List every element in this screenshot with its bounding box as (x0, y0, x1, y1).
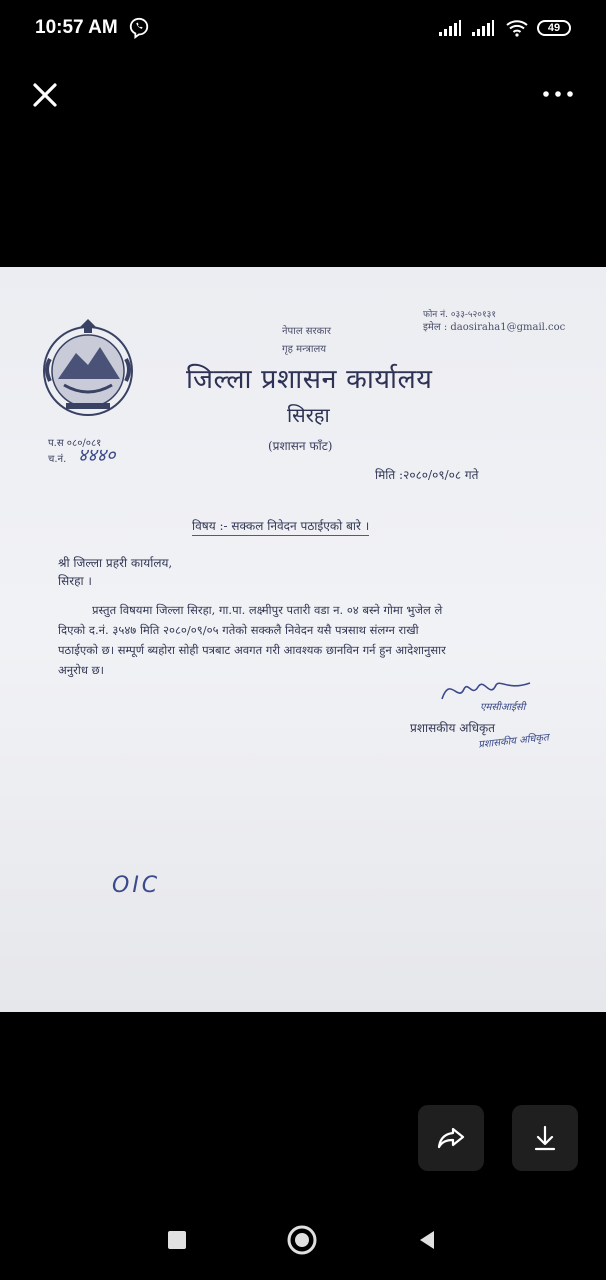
download-icon (530, 1123, 560, 1153)
signature-note: एमसीआईसी (480, 702, 526, 713)
addressee-line-2: सिरहा । (58, 574, 92, 588)
back-icon (416, 1229, 438, 1251)
body-line: दिएको द.नं. ३५४७ मिति २०८०/०९/०५ गतेको सक्कलै निवेदन यसै पत्रसाथ संलग्न राखी (58, 623, 419, 637)
more-options-button[interactable] (538, 82, 578, 106)
reference-number: ४४४० (78, 445, 116, 466)
share-icon (436, 1123, 466, 1153)
battery-level: 49 (547, 22, 561, 34)
section-name: (प्रशासन फाँट) (268, 439, 333, 453)
more-icon (543, 91, 573, 97)
home-icon (286, 1224, 318, 1256)
office-title: जिल्ला प्रशासन कार्यालय (186, 364, 433, 395)
signal-icon (439, 20, 461, 36)
body-line: प्रस्तुत विषयमा जिल्ला सिरहा, गा.पा. लक्ष्मीपुर पतारी वडा न. ०४ बस्ने गोमा भुजेल ले (92, 603, 443, 617)
close-icon (35, 85, 55, 105)
handwritten-mark: OIC (112, 873, 161, 898)
close-button[interactable] (28, 78, 62, 112)
status-time: 10:57 AM (35, 17, 118, 38)
letter-date: मिति :२०८०/०९/०८ गते (375, 468, 479, 482)
body-line: पठाईएको छ। सम्पूर्ण ब्यहोरा सोही पत्रबाट अवगत गरी आवश्यक छानविन गर्न हुन आदेशानुसार (58, 643, 446, 657)
ministry-line: गृह मन्त्रालय (282, 344, 327, 355)
viber-icon (128, 17, 150, 39)
letter-subject: विषय :- सक्कल निवेदन पठाईएको बारे । (192, 517, 369, 536)
signer-title: प्रशासकीय अधिकृत (410, 721, 496, 735)
back-button[interactable] (410, 1223, 444, 1257)
reference-label: च.नं. (48, 454, 67, 465)
office-email: इमेल : daosiraha1@gmail.coc (423, 322, 566, 333)
signal-icon (472, 20, 494, 36)
addressee-line-1: श्री जिल्ला प्रहरी कार्यालय, (58, 556, 173, 570)
office-phone: फोन नं. ०३३-५२०१३१ (423, 310, 497, 320)
home-button[interactable] (285, 1223, 319, 1257)
nepal-emblem-icon (36, 319, 140, 417)
government-line: नेपाल सरकार (282, 326, 331, 337)
district-name: सिरहा (287, 403, 330, 427)
signer-note: प्रशासकीय अधिकृत (477, 732, 550, 751)
recents-button[interactable] (160, 1223, 194, 1257)
reference-fy: प.स ०८०/०८१ (48, 438, 102, 449)
document-image[interactable] (0, 267, 606, 1012)
download-button[interactable] (512, 1105, 578, 1171)
body-line: अनुरोध छ। (58, 663, 104, 677)
share-button[interactable] (418, 1105, 484, 1171)
wifi-icon (506, 19, 528, 37)
battery-icon (537, 20, 571, 36)
recents-icon (166, 1229, 188, 1251)
status-bar (0, 0, 606, 58)
